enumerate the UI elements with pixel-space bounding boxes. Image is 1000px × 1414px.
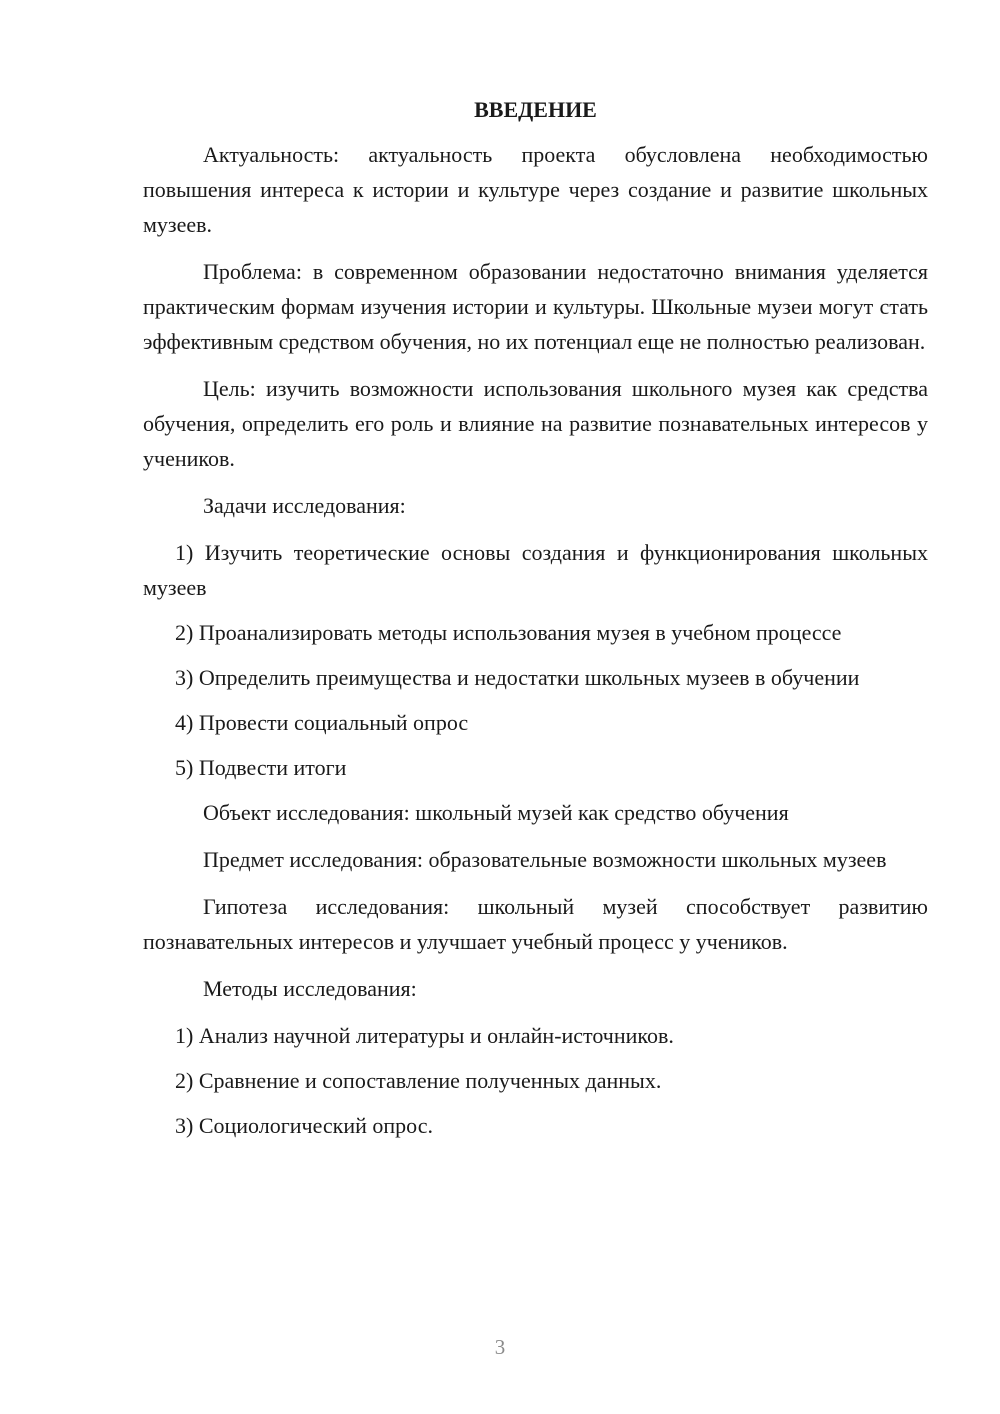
task-item: 1) Изучить теоретические основы создания и функционирования школьных музеев xyxy=(143,540,928,600)
section-heading: ВВЕДЕНИЕ xyxy=(474,97,597,122)
task-item: 3) Определить преимущества и недостатки школьных музеев в обучении xyxy=(175,665,860,690)
method-item: 1) Анализ научной литературы и онлайн-источников. xyxy=(175,1023,674,1048)
tasks-list xyxy=(143,535,928,785)
subject-paragraph: Предмет исследования: образовательные возможности школьных музеев xyxy=(203,847,887,872)
task-item: 2) Проанализировать методы использования музея в учебном процессе xyxy=(175,620,842,645)
hypothesis-paragraph: Гипотеза исследования: школьный музей способствует развитию познавательных интересов и улучшает учебный процесс у учеников. xyxy=(143,894,928,954)
page-number: 3 xyxy=(494,1335,506,1359)
task-item: 4) Провести социальный опрос xyxy=(175,710,469,735)
goal-paragraph: Цель: изучить возможности использования школьного музея как средства обучения, определить его роль и влияние на развитие познавательных интересов у учеников. xyxy=(143,376,928,471)
relevance-paragraph: Актуальность: актуальность проекта обусловлена необходимостью повышения интереса к истории и культуре через создание и развитие школьных музеев. xyxy=(143,142,928,237)
methods-list xyxy=(143,1018,928,1143)
method-item: 2) Сравнение и сопоставление полученных данных. xyxy=(175,1068,662,1093)
method-item: 3) Социологический опрос. xyxy=(175,1113,433,1138)
object-paragraph: Объект исследования: школьный музей как средство обучения xyxy=(203,800,789,825)
task-item: 5) Подвести итоги xyxy=(175,755,347,780)
tasks-title: Задачи исследования: xyxy=(203,493,406,518)
page-content xyxy=(143,92,928,1153)
methods-title: Методы исследования: xyxy=(203,976,417,1001)
problem-paragraph: Проблема: в современном образовании недостаточно внимания уделяется практическим формам изучения истории и культуры. Школьные музеи могут стать эффективным средством обучения, но их потенциал еще не полностью реализован. xyxy=(143,259,928,354)
